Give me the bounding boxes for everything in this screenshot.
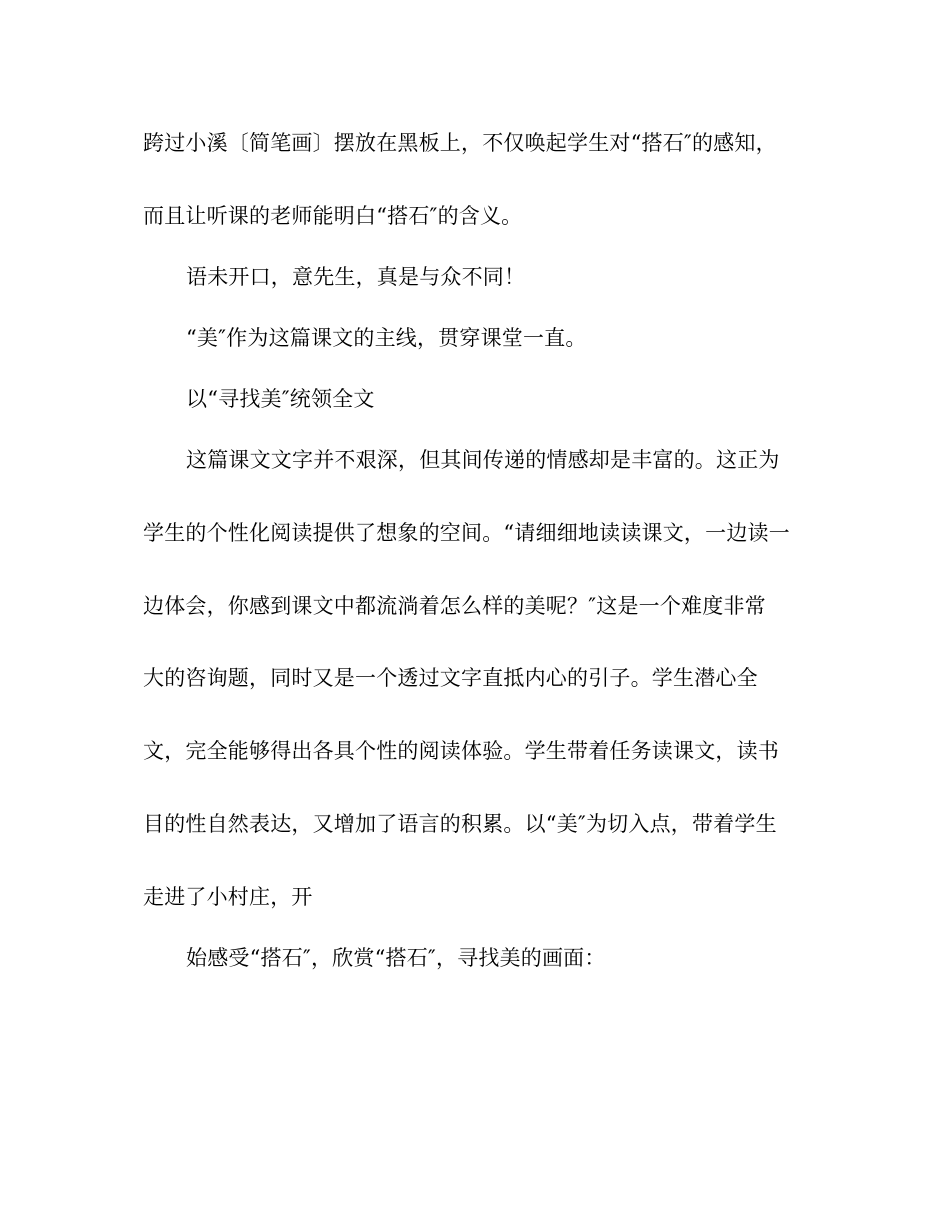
text-line: 目的性自然表达，又增加了语言的积累。以“美″为切入点，带着学生 xyxy=(143,812,777,836)
paragraph-text: 语未开口，意先生，真是与众不同！ xyxy=(186,265,526,289)
paragraph-text: “美″作为这篇课文的主线，贯穿课堂一直。 xyxy=(186,326,587,350)
paragraph-text: 这篇课文文字并不艰深，但其间传递的情感却是丰富的。这正为 xyxy=(186,448,780,472)
text-line: 走进了小村庄，开 xyxy=(143,885,313,909)
text-line: 跨过小溪〔简笔画〕摆放在黑板上，不仅唤起学生对“搭石″的感知， xyxy=(143,131,777,155)
text-line: 学生的个性化阅读提供了想象的空间。“请细细地读读课文，一边读一 xyxy=(143,521,790,545)
paragraph-text: 始感受“搭石″，欣赏“搭石″，寻找美的画面： xyxy=(186,946,606,970)
text-line: 大的咨询题，同时又是一个透过文字直抵内心的引子。学生潜心全 xyxy=(143,666,758,690)
section-heading: 以“寻找美″统领全文 xyxy=(186,387,375,411)
text-line: 而且让听课的老师能明白“搭石″的含义。 xyxy=(143,204,523,228)
text-line: 边体会，你感到课文中都流淌着怎么样的美呢？″这是一个难度非常 xyxy=(143,594,766,618)
text-line: 文，完全能够得出各具个性的阅读体验。学生带着任务读课文，读书 xyxy=(143,739,779,763)
